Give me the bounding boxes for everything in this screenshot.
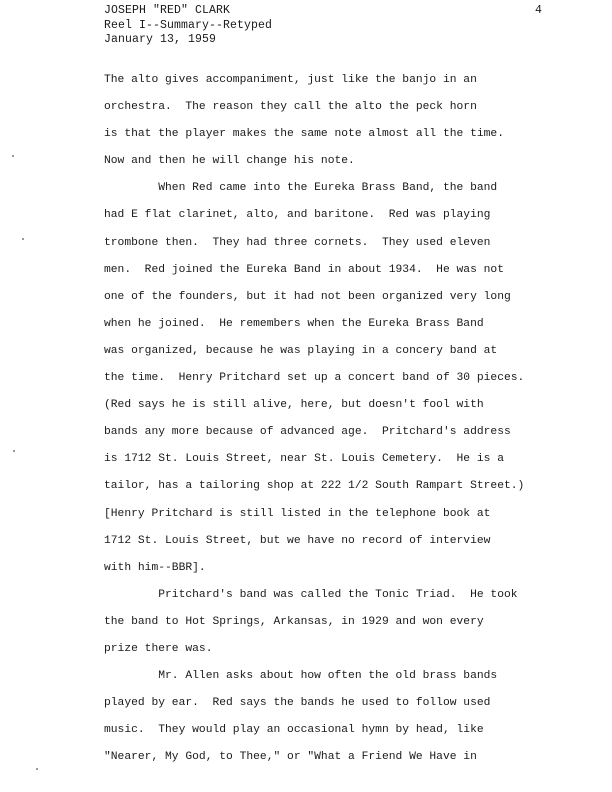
text-line: had E flat clarinet, alto, and baritone. Red was playing [104,209,491,222]
text-line: 1712 St. Louis Street, but we have no record of interview [104,534,491,547]
text-line: The alto gives accompaniment, just like the banjo in an [104,74,477,86]
text-line: When Red came into the Eureka Brass Band, the band [104,182,498,195]
text-line: played by ear. Red says the bands he used to follow used [104,697,491,710]
text-line: with him--BBR]. [104,561,206,574]
reel-info: Reel I--Summary--Retyped [104,18,273,32]
text-line: music. They would play an occasional hymn by head, like [104,724,484,737]
text-line: the time. Henry Pritchard set up a concert band of 30 pieces. [104,372,525,385]
scan-speck [22,238,24,240]
text-line: men. Red joined the Eureka Band in about 1934. He was not [104,263,504,276]
text-line: trombone then. They had three cornets. They used eleven [104,236,491,249]
scan-speck [13,450,15,452]
text-line: Mr. Allen asks about how often the old brass bands [104,670,498,683]
text-line: was organized, because he was playing in a concery band at [104,344,498,357]
text-line: tailor, has a tailoring shop at 222 1/2 South Rampart Street.) [104,480,525,493]
text-line: orchestra. The reason they call the alto the peck horn [104,101,477,114]
text-line: is that the player makes the same note almost all the time. [104,128,504,141]
scan-speck [12,155,14,157]
text-line: one of the founders, but it had not been organized very long [104,290,511,303]
text-line: prize there was. [104,642,213,655]
scan-speck [36,768,38,770]
transcript-body [104,73,564,777]
interview-date: January 13, 1959 [104,33,217,46]
text-line: is 1712 St. Louis Street, near St. Louis Cemetery. He is a [104,453,504,466]
text-line: "Nearer, My God, to Thee," or "What a Friend We Have in [104,751,477,764]
text-line: bands any more because of advanced age. Pritchard's address [104,426,511,439]
text-line: Pritchard's band was called the Tonic Triad. He took [104,588,518,601]
interviewee-name: JOSEPH "RED" CLARK [104,4,231,17]
text-line: Now and then he will change his note. [104,155,355,168]
page-number: 4 [535,4,542,17]
page-header [104,4,272,48]
text-line: (Red says he is still alive, here, but doesn't fool with [104,399,484,412]
text-line: [Henry Pritchard is still listed in the telephone book at [104,507,491,520]
text-line: when he joined. He remembers when the Eureka Brass Band [104,317,484,330]
text-line: the band to Hot Springs, Arkansas, in 1929 and won every [104,615,484,628]
